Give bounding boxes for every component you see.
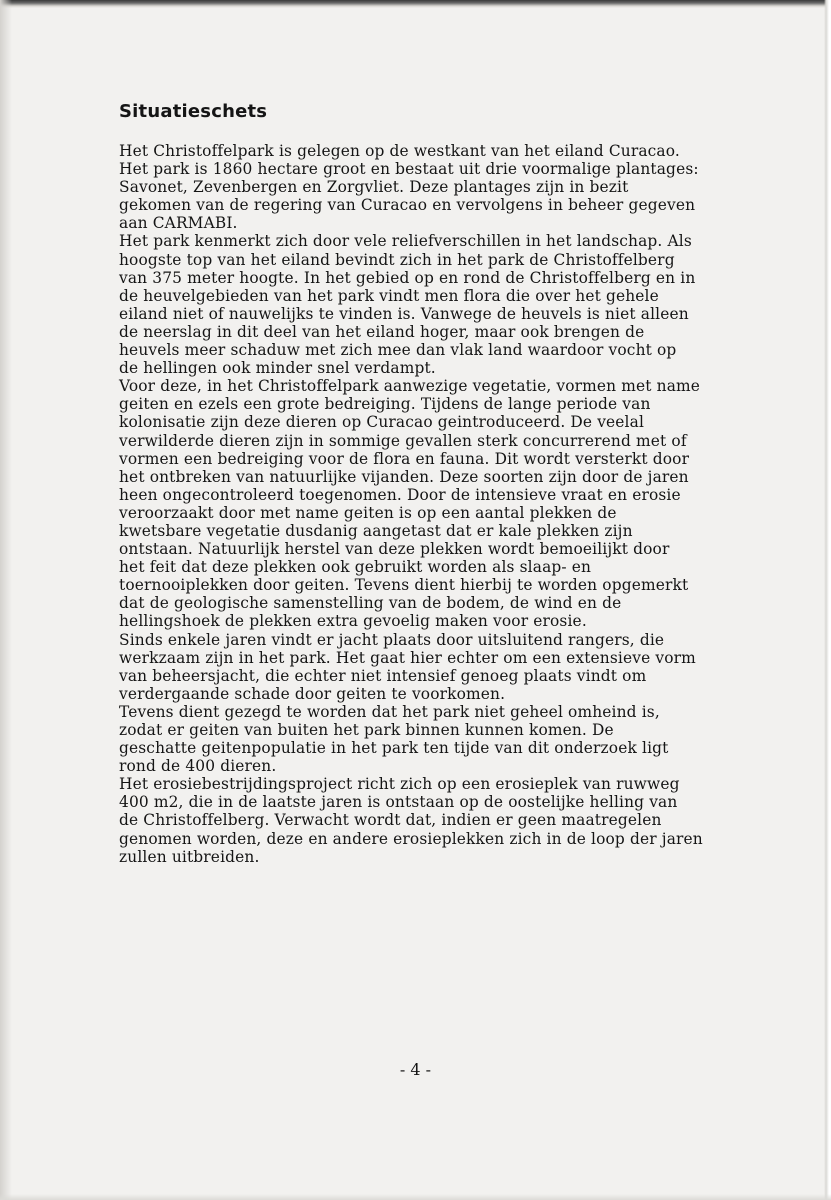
text-line: van beheersjacht, die echter niet intensief genoeg plaats vindt om	[119, 666, 647, 685]
text-line: gekomen van de regering van Curacao en vervolgens in beheer gegeven	[119, 196, 696, 215]
text-line: hellingshoek de plekken extra gevoelig maken voor erosie.	[119, 612, 587, 631]
text-line: geiten en ezels een grote bedreiging. Tijdens de lange periode van	[119, 395, 651, 414]
document-page	[119, 100, 731, 866]
paragraph	[119, 775, 731, 865]
paragraph	[119, 631, 731, 703]
text-line: Tevens dient gezegd te worden dat het park niet geheel omheind is,	[119, 702, 660, 721]
text-line: de heuvelgebieden van het park vindt men flora die over het gehele	[119, 286, 659, 305]
text-line: 400 m2, die in de laatste jaren is ontstaan op de oostelijke helling van	[119, 793, 678, 812]
text-line: zullen uitbreiden.	[119, 847, 260, 866]
text-line: kolonisatie zijn deze dieren op Curacao geintroduceerd. De veelal	[119, 413, 645, 432]
text-line: de hellingen ook minder snel verdampt.	[119, 359, 436, 378]
text-line: Voor deze, in het Christoffelpark aanwezige vegetatie, vormen met name	[119, 377, 701, 396]
scan-top-edge	[0, 0, 831, 8]
text-line: ontstaan. Natuurlijk herstel van deze plekken wordt bemoeilijkt door	[119, 540, 670, 559]
text-line: Het erosiebestrijdingsproject richt zich op een erosieplek van ruwweg	[119, 775, 680, 794]
text-line: heen ongecontroleerd toegenomen. Door de intensieve vraat en erosie	[119, 485, 681, 504]
text-line: het feit dat deze plekken ook gebruikt worden als slaap- en	[119, 558, 592, 577]
text-line: heuvels meer schaduw met zich mee dan vlak land waardoor vocht op	[119, 341, 677, 360]
text-line: de neerslag in dit deel van het eiland hoger, maar ook brengen de	[119, 322, 645, 341]
page-number: - 4 -	[399, 1060, 432, 1079]
text-line: verdergaande schade door geiten te voorkomen.	[119, 684, 506, 703]
body-text	[119, 142, 731, 866]
text-line: kwetsbare vegetatie dusdanig aangetast dat er kale plekken zijn	[119, 521, 633, 540]
text-line: verwilderde dieren zijn in sommige gevallen sterk concurrerend met of	[119, 431, 687, 450]
text-line: vormen een bedreiging voor de flora en fauna. Dit wordt versterkt door	[119, 449, 690, 468]
scan-bottom-edge	[0, 1194, 831, 1200]
text-line: geschatte geitenpopulatie in het park ten tijde van dit onderzoek ligt	[119, 739, 669, 758]
text-line: Savonet, Zevenbergen en Zorgvliet. Deze plantages zijn in bezit	[119, 178, 629, 197]
section-heading: Situatieschets	[119, 101, 268, 122]
text-line: Sinds enkele jaren vindt er jacht plaats door uitsluitend rangers, die	[119, 630, 665, 649]
text-line: dat de geologische samenstelling van de bodem, de wind en de	[119, 594, 622, 613]
text-line: toernooiplekken door geiten. Tevens dient hierbij te worden opgemerkt	[119, 576, 689, 595]
paragraph	[119, 377, 731, 630]
text-line: hoogste top van het eiland bevindt zich in het park de Christoffelberg	[119, 250, 675, 269]
scan-left-shadow	[0, 0, 12, 1200]
text-line: van 375 meter hoogte. In het gebied op en rond de Christoffelberg en in	[119, 268, 696, 287]
text-line: genomen worden, deze en andere erosieplekken zich in de loop der jaren	[119, 829, 703, 848]
text-line: eiland niet of nauwelijks te vinden is. Vanwege de heuvels is niet alleen	[119, 304, 689, 323]
text-line: zodat er geiten van buiten het park binnen kunnen komen. De	[119, 721, 614, 739]
text-line: rond de 400 dieren.	[119, 757, 277, 776]
text-line: aan CARMABI.	[119, 214, 238, 233]
text-line: Het park is 1860 hectare groot en bestaat uit drie voormalige plantages:	[119, 160, 699, 179]
paragraph	[119, 232, 731, 377]
text-line: Het Christoffelpark is gelegen op de westkant van het eiland Curacao.	[119, 142, 680, 160]
text-line: de Christoffelberg. Verwacht wordt dat, indien er geen maatregelen	[119, 811, 662, 830]
text-line: werkzaam zijn in het park. Het gaat hier echter om een extensieve vorm	[119, 648, 696, 667]
paragraph	[119, 142, 731, 232]
scan-right-edge	[824, 0, 831, 1200]
text-line: Het park kenmerkt zich door vele reliefverschillen in het landschap. Als	[119, 232, 692, 251]
paragraph	[119, 703, 731, 775]
text-line: het ontbreken van natuurlijke vijanden. Deze soorten zijn door de jaren	[119, 467, 689, 486]
text-line: veroorzaakt door met name geiten is op een aantal plekken de	[119, 503, 617, 522]
